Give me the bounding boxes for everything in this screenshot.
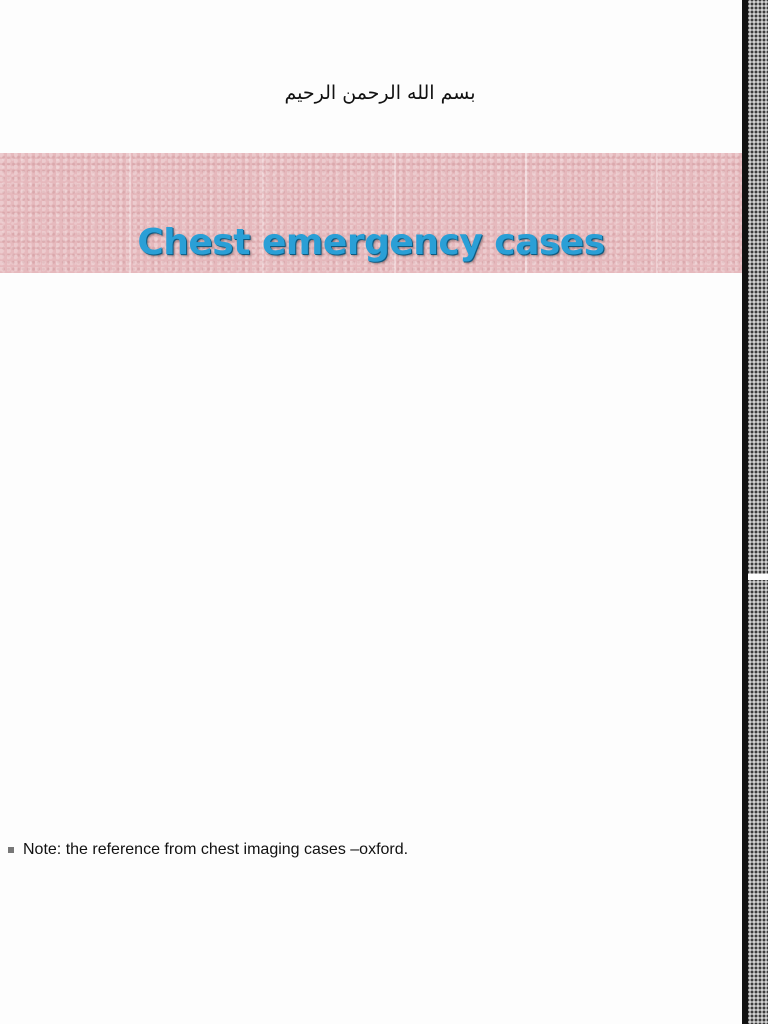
slide-title: Chest emergency cases: [137, 222, 605, 263]
edge-gap: [748, 574, 768, 580]
note-item: [8, 841, 408, 859]
edge-pattern: [748, 0, 768, 1024]
side-edge-decoration: [742, 0, 768, 1024]
basmala-text: بسم الله الرحمن الرحيم: [284, 82, 476, 104]
square-bullet-icon: [8, 847, 14, 853]
note-text: Note: the reference from chest imaging cases –oxford.: [23, 841, 409, 858]
